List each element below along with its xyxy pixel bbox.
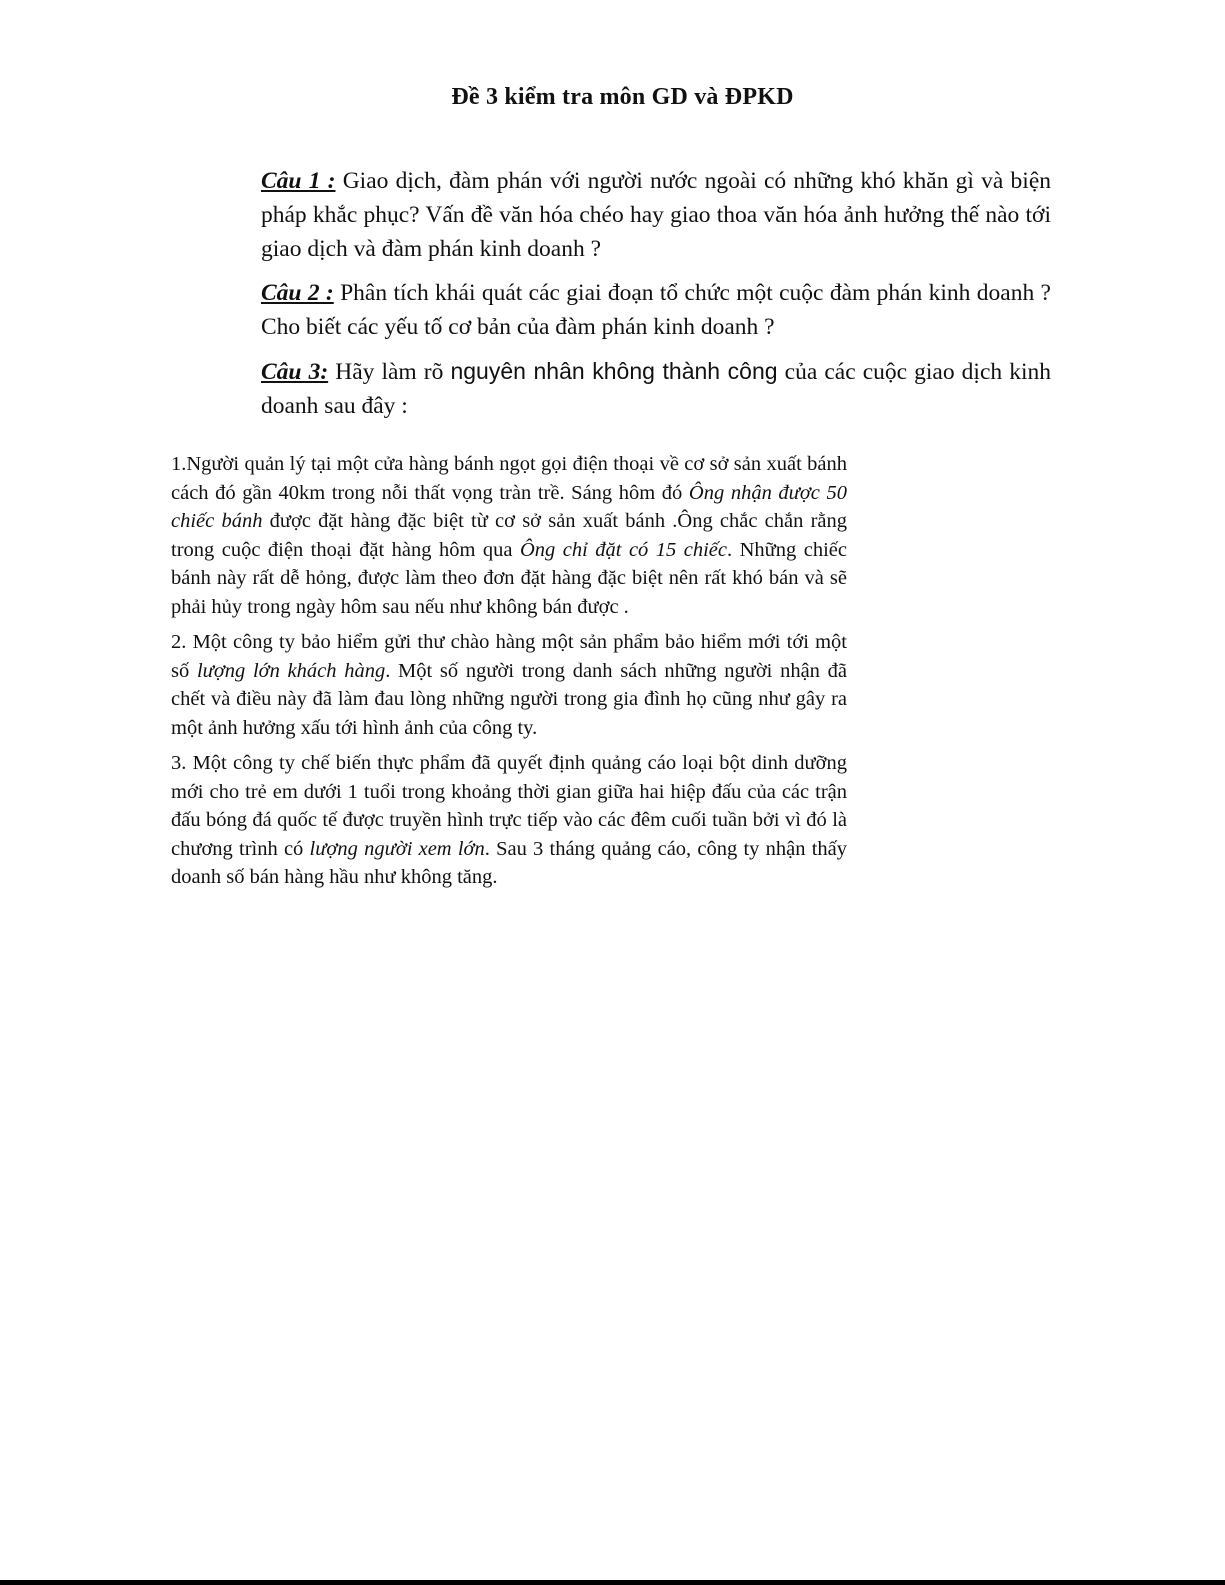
scenario-1-italic-1: Ông nhận được 50 chiếc bánh (171, 481, 847, 532)
scenario-1-part-3: . Những chiếc bánh này rất dễ hỏng, được làm theo đơn đặt hàng đặc biệt nên rất khó bán và sẽ phải hủy trong ngày hôm sau nếu như không bán được . (171, 538, 847, 618)
scenario-1 (171, 450, 847, 621)
question-1-label: Câu 1 : (261, 168, 336, 194)
question-1 (261, 164, 1051, 266)
page-bottom-border (0, 1580, 1225, 1585)
question-list (261, 164, 1051, 433)
scenario-2 (171, 628, 847, 742)
scenario-2-part-1: 2. Một công ty bảo hiểm gửi thư chào hàng một sản phẩm bảo hiểm mới tới một số (171, 631, 847, 682)
scenario-2-italic-1: lượng lớn khách hàng (196, 659, 386, 682)
scenario-1-part-2: được đặt hàng đặc biệt từ cơ sở sản xuất bánh .Ông chắc chắn rằng trong cuộc điện thoại đặt hàng hôm qua (171, 510, 848, 561)
scenario-3-part-2: . Sau 3 tháng quảng cáo, công ty nhận thấy doanh số bán hàng hầu như không tăng. (171, 837, 847, 888)
question-3-text-before: Hãy làm rõ (328, 359, 451, 385)
scenario-1-part-1: 1.Người quản lý tại một cửa hàng bánh ngọt gọi điện thoại về cơ sở sản xuất bánh cách đó gần 40km trong nỗi thất vọng tràn trề. Sáng hôm đó (171, 453, 847, 504)
document-title: Đề 3 kiểm tra môn GD và ĐPKD (451, 84, 794, 110)
question-2-label: Câu 2 : (261, 280, 334, 306)
scenario-3 (171, 749, 847, 892)
scenario-3-part-1: 3. Một công ty chế biến thực phẩm đã quyết định quảng cáo loại bột dinh dưỡng mới cho trẻ em dưới 1 tuổi trong khoảng thời gian giữa hai hiệp đấu của các trận đấu bóng đá quốc tế được truyền hình trực tiếp vào các đêm cuối tuần bởi vì đó là chương trình có (171, 752, 847, 860)
question-3-label: Câu 3: (261, 359, 329, 385)
scenario-list (171, 450, 847, 899)
question-2-text: Phân tích khái quát các giai đoạn tổ chức một cuộc đàm phán kinh doanh ? Cho biết các yếu tố cơ bản của đàm phán kinh doanh ? (261, 280, 1051, 340)
scenario-1-italic-2: Ông chỉ đặt có 15 chiếc (519, 538, 727, 561)
question-1-text: Giao dịch, đàm phán với người nước ngoài có những khó khăn gì và biện pháp khắc phục? Vấn đề văn hóa chéo hay giao thoa văn hóa ảnh hưởng thế nào tới giao dịch và đàm phán kinh doanh ? (261, 168, 1052, 262)
scenario-3-italic-1: lượng người xem lớn (309, 837, 485, 860)
question-2 (261, 276, 1051, 344)
question-3-text-after: của các cuộc giao dịch kinh doanh sau đây : (261, 359, 1052, 419)
scenario-2-part-2: . Một số người trong danh sách những người nhận đã chết và điều này đã làm đau lòng những người trong gia đình họ cũng như gây ra một ảnh hưởng xấu tới hình ảnh của công ty. (171, 659, 847, 739)
question-3-emphasis: nguyên nhân không thành công (450, 358, 778, 384)
question-3 (261, 354, 1051, 423)
